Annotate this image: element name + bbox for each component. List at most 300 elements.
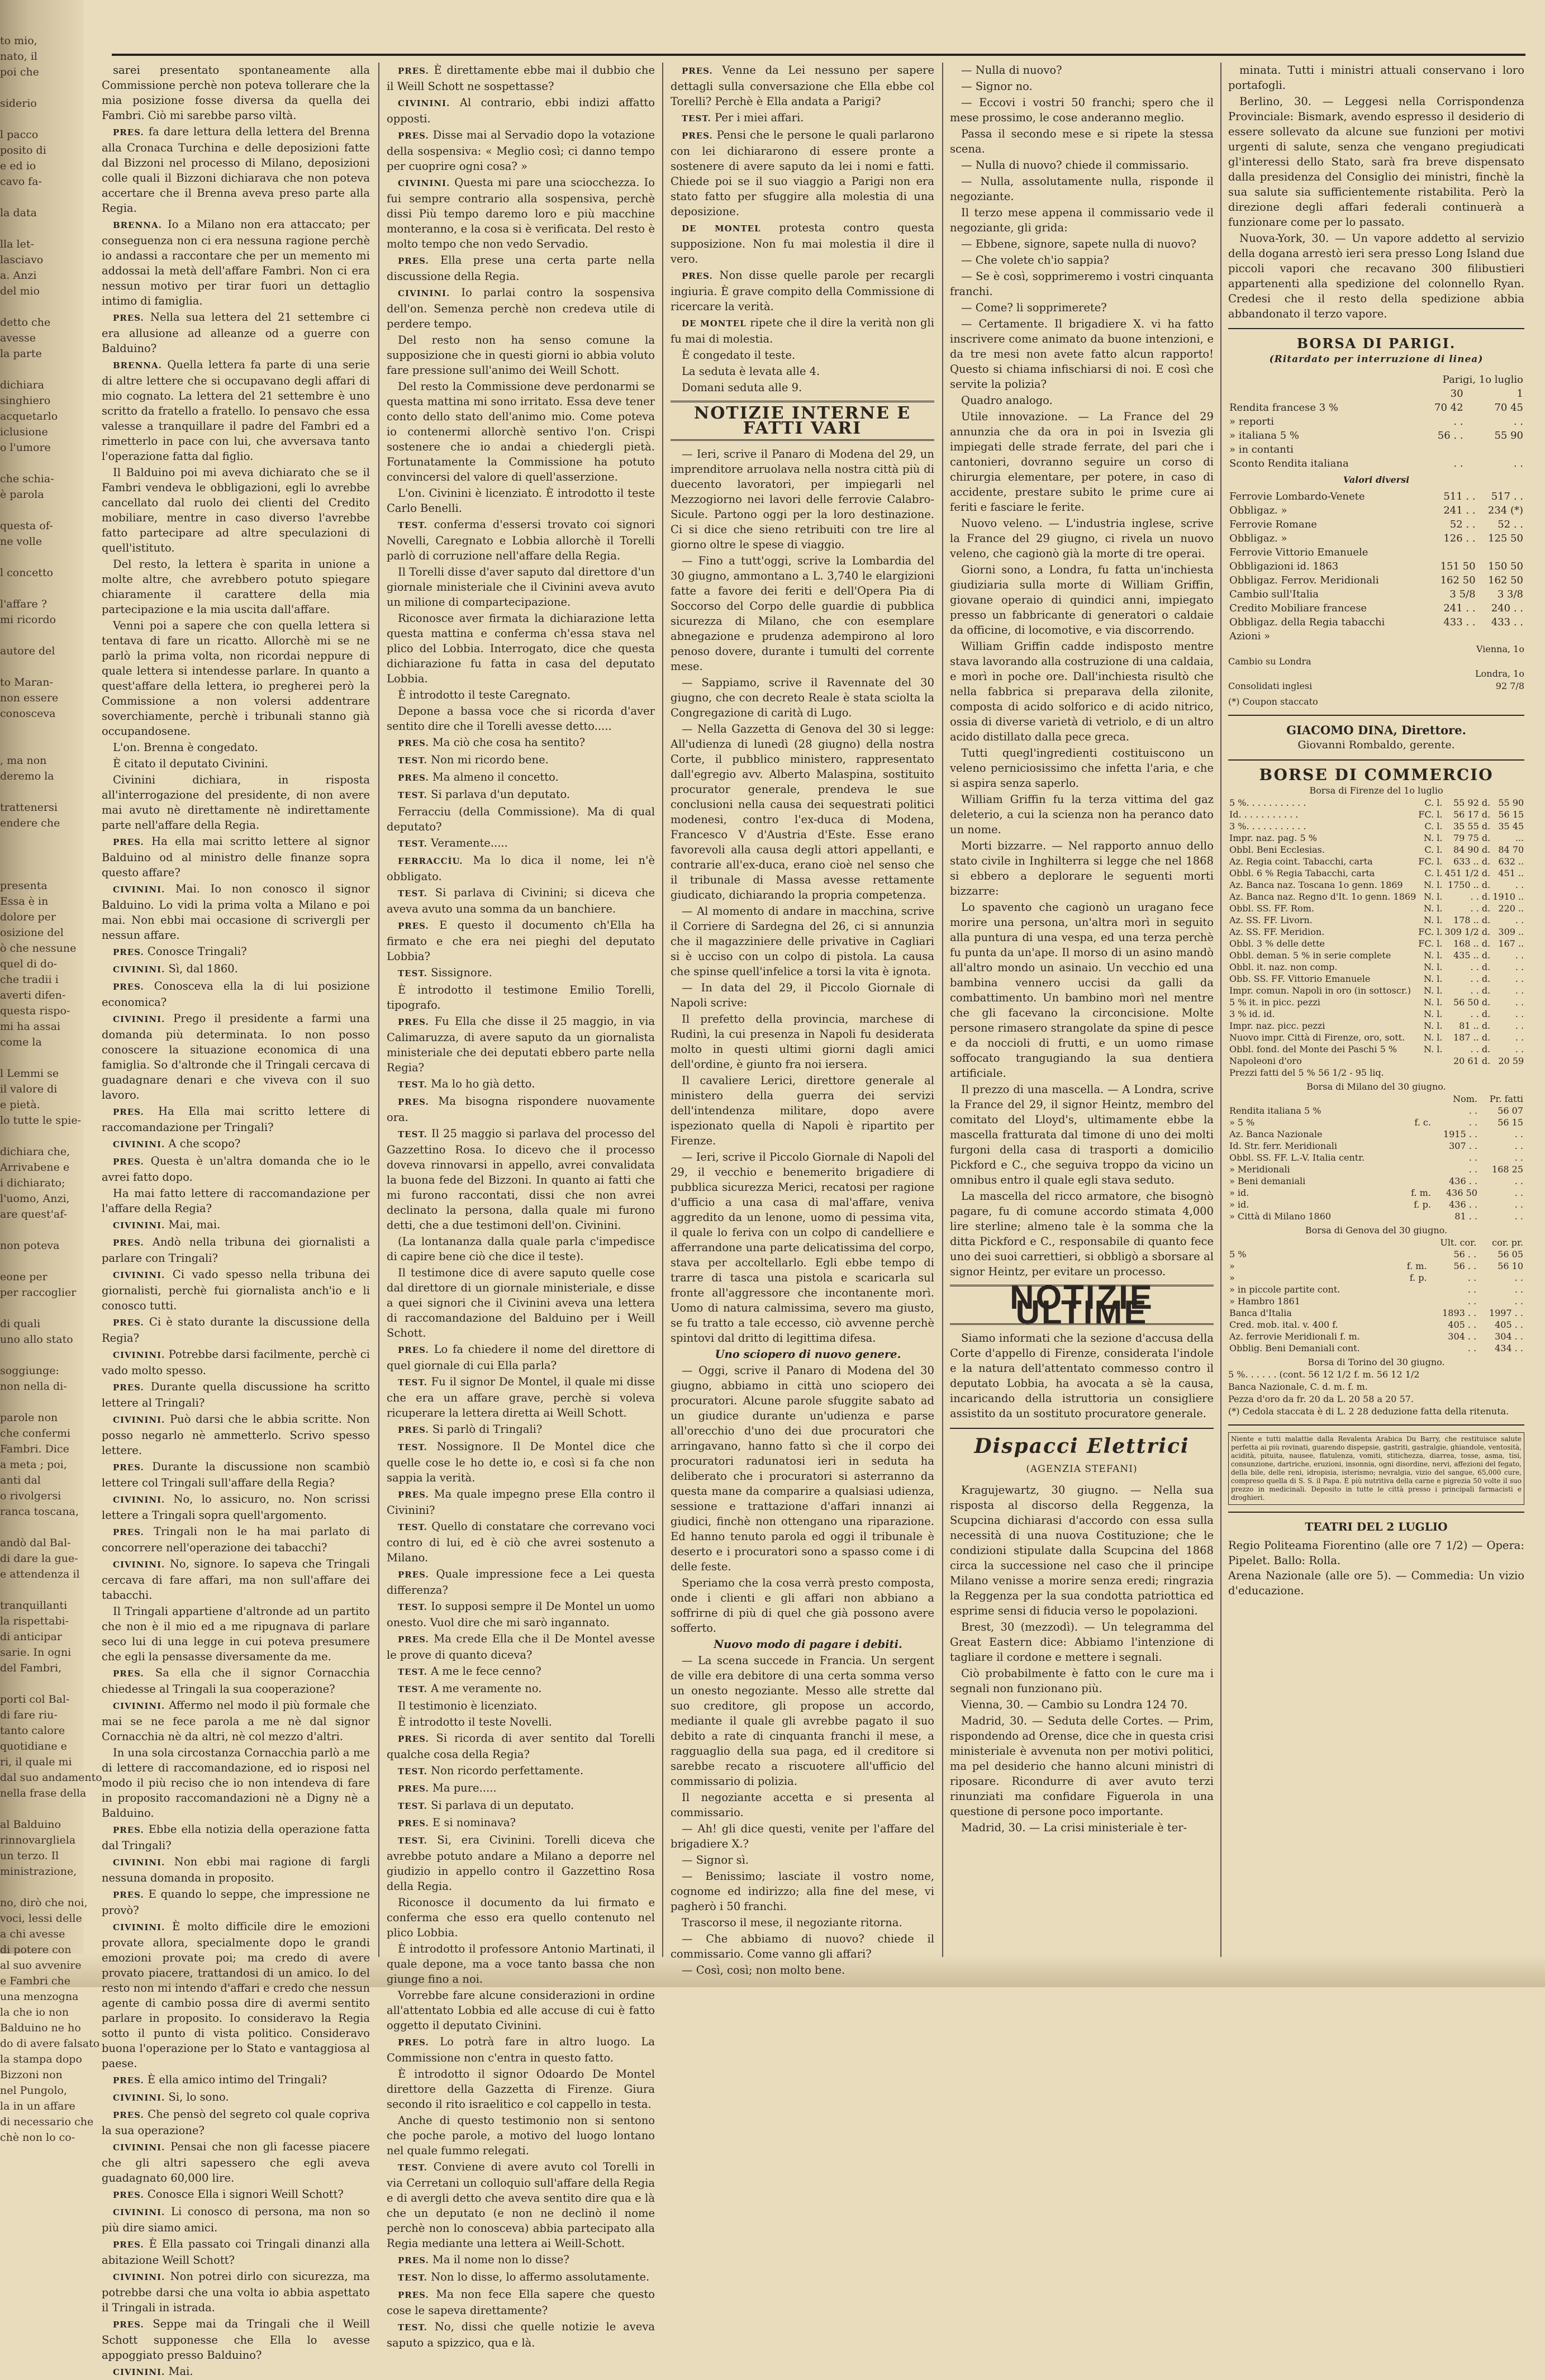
table-cell bbox=[1399, 1307, 1428, 1319]
coupon-note: (*) Coupon staccato bbox=[1228, 696, 1318, 707]
table-header: 30 bbox=[1450, 388, 1463, 400]
fragment-line: il valore di bbox=[0, 1083, 58, 1095]
paragraph: CIVININI. Non ebbi mai ragione di fargli nessuna domanda in proposito. bbox=[102, 1855, 370, 1884]
table-row bbox=[1228, 545, 1524, 559]
fragment-line: are quest'af- bbox=[0, 1208, 68, 1220]
table-cell: Obbligaz. della Regia tabacchi bbox=[1229, 616, 1385, 628]
table-cell: 405 . . bbox=[1495, 1319, 1523, 1330]
paragraph: — Ieri, scrive il Panaro di Modena del 29, un imprenditore arruolava nella nostra città più di duecento lavoratori, per impiegarli nel Mezzogiorno nei lavori delle ferrovie Calabro-Sicule. Partono oggi per la loro destinazione. Ci si dice che sieno retribuiti con tre lire al giorno oltre le spese di viaggio. bbox=[671, 448, 934, 551]
paragraph: CIVININI. Prego il presidente a farmi una domanda più determinata. Io non posso conoscere la situazione economica di una famiglia. So d'altronde che il Tringali cercava di guadagnare denari e che viveva con il suo lavoro. bbox=[102, 1012, 370, 1101]
table-cell: Az. SS. FF. Meridion. bbox=[1229, 927, 1325, 937]
table-row bbox=[1228, 809, 1525, 820]
paragraph: In una sola circostanza Cornacchia parlò a me di lettere di raccomandazione, ed io risposi nel modo il più reciso che io non intendeva di fare in proposito raccomandazioni nè a Digny nè a Balduino. bbox=[102, 1746, 370, 1820]
table-cell: . . bbox=[1514, 1211, 1523, 1222]
table-cell: 178 .. d. bbox=[1453, 915, 1491, 925]
fragment-line bbox=[0, 832, 78, 847]
fragment-line: del mio bbox=[0, 285, 40, 297]
paragraph: Il terzo mese appena il commissario vede il negoziante, gli grida: bbox=[950, 206, 1214, 234]
table-cell: 162 50 bbox=[1488, 574, 1523, 586]
paragraph: — Signor sì. bbox=[682, 1854, 749, 1866]
table-cell bbox=[1477, 545, 1524, 559]
table-cell: Az. SS. FF. Livorn. bbox=[1229, 915, 1313, 925]
table-cell: . . bbox=[1514, 1199, 1523, 1210]
paragraph: Nuovo veleno. — L'industria inglese, scrive la France del 29 giugno, ci rivela un nuovo veleno, che cagionò già la morte di tre operai. bbox=[950, 517, 1214, 560]
table-cell: FC. l. bbox=[1418, 856, 1443, 867]
fragment-line: lla let- bbox=[0, 238, 34, 250]
paragraph: TEST. Il 25 maggio si parlava del processo del Gazzettino Rosa. Io dicevo che il processo doveva rinnovarsi in appello, avrei convalidata la buona fede del Bizzoni. In quanto ai fatti che mi furono raccontati, dissi che non avrei declinato la persona, dalla quale mi furono detti, che a due testimoni dell'on. Civinini. bbox=[387, 1127, 655, 1232]
table-cell bbox=[1404, 443, 1464, 457]
paragraph: Speriamo che la cosa verrà presto composta, onde i clienti e gli affari non abbiano a soffrirne di più di quel che già possono avere sofferto. bbox=[671, 1576, 934, 1635]
paragraph: CIVININI. No, signore. Io sapeva che Tringali cercava di fare affari, ma non sull'affare dei tabacchi. bbox=[102, 1557, 370, 1602]
fragment-line: to mio, bbox=[0, 35, 37, 47]
table-cell: 433 . . bbox=[1491, 616, 1523, 628]
table-row bbox=[1228, 961, 1525, 973]
table-row bbox=[1228, 1117, 1524, 1128]
fragment-line bbox=[0, 1395, 78, 1410]
paragraph: PRES. Quale impressione fece a Lei questa differenza? bbox=[387, 1567, 655, 1597]
torino-line: Banca Nazionale, C. d. m. f. m. bbox=[1228, 1381, 1368, 1392]
table-cell: » bbox=[1229, 1261, 1235, 1271]
torino-line: Pezza d'oro da fr. 20 da L. 20 58 a 20 57. bbox=[1228, 1394, 1414, 1404]
table-cell: Rendita italiana 5 % bbox=[1229, 1105, 1321, 1116]
table-cell: Obbl. SS. FF. L.-V. Italia centr. bbox=[1229, 1152, 1365, 1163]
table-cell bbox=[1429, 545, 1476, 559]
table-row bbox=[1228, 615, 1524, 629]
table-cell: Nuovo impr. Città di Firenze, oro, sott. bbox=[1229, 1032, 1405, 1043]
paragraph: Venni poi a sapere che con quella lettera si tentava di fare un ricatto. Allorchè mi se ne parlò la prima volta, non ricordai neppure di quale lettera si intendesse parlare. In quanto a quest'affare della lettera, io pregherei però la Commissione a non volersi addentrare soverchiamente, perchè i tribunali stanno già occupandosene. bbox=[102, 619, 370, 738]
paragraph: — Benissimo; lasciate il vostro nome, cognome ed indirizzo; alla fine del mese, vi pagherò i 50 franchi. bbox=[671, 1870, 934, 1913]
table-header: 1 bbox=[1517, 388, 1523, 400]
subheading-sciopero: Uno sciopero di nuovo genere. bbox=[715, 1348, 901, 1361]
paragraph: PRES. Ha ella mai scritto lettere al signor Balduino od al ministro delle finanze sopra questo affare? bbox=[102, 835, 370, 879]
fragment-line: avesse bbox=[0, 332, 36, 344]
table-cell bbox=[1404, 1152, 1432, 1163]
table-cell: 434 . . bbox=[1495, 1343, 1523, 1353]
table-cell: . . bbox=[1515, 950, 1524, 961]
paragraph: CIVININI. Sì, dal 1860. bbox=[113, 962, 238, 975]
table-cell: Obb. SS. FF. Vittorio Emanuele bbox=[1229, 973, 1371, 984]
table-cell bbox=[1404, 1163, 1432, 1175]
paragraph: Domani seduta alle 9. bbox=[682, 381, 802, 394]
fragment-line: ne volle bbox=[0, 535, 42, 548]
valori-table bbox=[1228, 490, 1524, 643]
table-cell: N. l. bbox=[1424, 891, 1443, 902]
fragment-line bbox=[0, 1301, 78, 1317]
table-row bbox=[1228, 1055, 1525, 1067]
table-cell bbox=[1228, 373, 1404, 387]
table-cell: 3 %. . . . . . . . . . . bbox=[1229, 821, 1306, 832]
table-cell: 56 . . bbox=[1437, 430, 1463, 441]
table-cell: 633 .. d. bbox=[1453, 856, 1491, 867]
table-row bbox=[1228, 985, 1525, 996]
table-cell: . . bbox=[1515, 1020, 1524, 1031]
fragment-line: averti difen- bbox=[0, 989, 66, 1001]
paragraph: Vorrebbe fare alcune considerazioni in ordine all'attentato Lobbia ed alle accuse di cui è fatto oggetto il deputato Civinini. bbox=[387, 1989, 655, 2032]
paragraph: Lo spavento che cagionò un uragano fece morire una persona, un'altra morì in seguito alla puntura di una vespa, ed una terza perchè fu punta da un'ape. Il morso di un asino mandò all'altro mondo un asinaio. Un vecchio ed una bambina vennero uccisi da galli da combattimento. Un bambino morì nel mentre che gli facevano la circoncisione. Molte persone rimasero strangolate da spine di pesce e da noccioli di frutti, e un uomo rimase soffocato trangugiando la sua dentiera artificiale. bbox=[950, 901, 1214, 1080]
table-cell: . . bbox=[1515, 1032, 1524, 1043]
paragraph: PRES. Ma quale impegno prese Ella contro il Civinini? bbox=[387, 1488, 655, 1517]
fragment-line: l'affare ? bbox=[0, 598, 47, 610]
paragraph: BRENNA. Io a Milano non era attaccato; per conseguenza non ci era nessuna ragione perchè io andassi a raccontare che per un memento mi addossai la metà dell'affare Fambri. Non ci era nessun motivo per tirar fuori un dettaglio intimo di famiglia. bbox=[102, 218, 370, 307]
paragraph: — Così, così; non molto bene. bbox=[682, 1964, 845, 1977]
paragraph: PRES. Durante quella discussione ha scritto lettere al Tringali? bbox=[102, 1380, 370, 1409]
fragment-line: la data bbox=[0, 207, 37, 219]
paragraph: PRES. Ci è stato durante la discussione della Regia? bbox=[102, 1315, 370, 1345]
paragraph: TEST. Nossignore. Il De Montel dice che quelle cose le ho dette io, e così si fa che non sappia la verità. bbox=[387, 1440, 655, 1484]
fragment-line: porti col Bal- bbox=[0, 1693, 70, 1706]
paragraph: PRES. Ma il nome non lo disse? bbox=[398, 2253, 569, 2266]
table-row bbox=[1228, 1152, 1524, 1163]
fragment-line: che schia- bbox=[0, 473, 54, 485]
paragraph: CIVININI. Non potrei dirlo con sicurezza, ma potrebbe darsi che una volta io abbia aspettato il Tringali in istrada. bbox=[102, 2270, 370, 2314]
table-row bbox=[1228, 1163, 1524, 1175]
advertisement: Niente e tutti malattie dalla Revalenta Arabica Du Barry, che restituisce salute perfetta ai più rovinati, guarendo dispepsie, gastriti, gastralgie, ghiandole, ventosità, acidità, pituita, nausee, flatulenza, vomiti, stitichezza, diarrea, tosse, asma, tisi, consunzione, dartriche, eruzioni, insonnia, ogni disordine, nervi, affezioni del fegato, della bile, delle reni, idropisia, isterismo; nevralgia, vizio del sangue, 65,000 cure, compreso quella di S. S. il Papa. È più nutritiva della carne e pigrezia 50 volte il suo prezzo in medicinali. Deposito in tutte le città presso i principali farmacisti e droghieri. bbox=[1228, 1432, 1524, 1505]
table-cell: 79 75 d. bbox=[1453, 833, 1491, 843]
table-cell: . . bbox=[1515, 985, 1524, 996]
fragment-line bbox=[0, 1254, 78, 1270]
table-row bbox=[1228, 1067, 1525, 1079]
table-row bbox=[1228, 490, 1524, 503]
fragment-line: deremo la bbox=[0, 770, 54, 782]
table-cell: . . d. bbox=[1470, 985, 1491, 996]
table-cell: 187 .. d. bbox=[1453, 1032, 1491, 1043]
paragraph: TEST. Per i miei affari. bbox=[682, 111, 804, 124]
paragraph: PRES. Ella prese una certa parte nella discussione della Regia. bbox=[387, 254, 655, 283]
fragment-line bbox=[0, 80, 78, 96]
table-cell: N. l. bbox=[1424, 985, 1443, 996]
table-cell: » 5 % bbox=[1229, 1117, 1255, 1128]
table-cell: FC. l. bbox=[1418, 938, 1443, 949]
table-cell: . . bbox=[1467, 1272, 1477, 1283]
table-cell: N. l. bbox=[1424, 915, 1443, 925]
table-cell: f. c. bbox=[1414, 1117, 1431, 1128]
paragraph: Siamo informati che la sezione d'accusa della Corte d'appello di Firenze, considerata l'indole e la natura dell'attentato commesso contro il deputato Lobbia, ha avocata a sè la causa, incaricando della istruttoria un consigliere assistito da un sostituto procuratore generale. bbox=[950, 1332, 1214, 1420]
fragment-line: parole non bbox=[0, 1412, 58, 1424]
fragment-line: l pacco bbox=[0, 129, 39, 141]
paragraph: TEST. Io supposi sempre il De Montel un uomo onesto. Vuol dire che mi sarò ingannato. bbox=[387, 1600, 655, 1629]
table-cell: Impr. naz. pag. 5 % bbox=[1229, 833, 1317, 843]
paragraph: TEST. Veramente..... bbox=[398, 837, 508, 849]
paragraph: È introdotto il testimone Emilio Torelli, tipografo. bbox=[387, 984, 655, 1011]
table-header: cor. pr. bbox=[1492, 1237, 1523, 1248]
table-cell: Sconto Rendita italiana bbox=[1229, 458, 1349, 469]
paragraph: CIVININI. Si, lo sono. bbox=[113, 2091, 229, 2103]
fragment-line: di necessario che bbox=[0, 2116, 94, 2128]
paragraph: — Fino a tutt'oggi, scrive la Lombardia del 30 giugno, ammontano a L. 3,740 le elargizioni fatte a favore dei feriti e dell'Opera Pia di Soccorso del Corpo delle guardie di pubblica sicurezza di Milano, che con esemplare abnegazione e prudenza adempirono al loro penoso dovere, durante i tumulti del corrente mese. bbox=[671, 554, 934, 673]
paragraph: PRES. E si nominava? bbox=[398, 1816, 516, 1829]
table-cell: . . bbox=[1515, 880, 1524, 890]
table-cell bbox=[1417, 1055, 1443, 1067]
table-row bbox=[1228, 891, 1525, 902]
table-row bbox=[1228, 867, 1525, 879]
table-row bbox=[1228, 1175, 1524, 1187]
column-5 bbox=[1228, 63, 1524, 1963]
table-cell: Impr. naz. picc. pezzi bbox=[1229, 1020, 1325, 1031]
table-row bbox=[1228, 1295, 1524, 1307]
fragment-line bbox=[0, 847, 78, 863]
table-row bbox=[1228, 1319, 1524, 1331]
table-cell: FC. l. bbox=[1418, 809, 1443, 820]
table-cell: 162 50 bbox=[1440, 574, 1476, 586]
paragraph: CIVININI. No, lo assicuro, no. Non scrissi lettere a Tringali sopra quell'argomento. bbox=[102, 1493, 370, 1522]
fragment-line: no, dirò che noi, bbox=[0, 1897, 88, 1909]
paragraph: Riconosce aver firmata la dichiarazione letta questa mattina e conferma ch'essa stava nel plico del Lobbia. Interrogato, dice che questa dichiarazione fu fatta in casa del deputato Lobbia. bbox=[387, 612, 655, 685]
table-row bbox=[1228, 797, 1525, 809]
vienna-line: Vienna, 1o bbox=[1476, 644, 1524, 654]
fragment-line: per raccoglier bbox=[0, 1286, 77, 1299]
table-row bbox=[1228, 1043, 1525, 1055]
table-row bbox=[1228, 1272, 1524, 1284]
paragraph: CIVININI. Può darsi che le abbia scritte. Non posso negarlo nè ammetterlo. Scrivo spesso lettere. bbox=[102, 1413, 370, 1457]
table-cell: 81 . . bbox=[1454, 1211, 1477, 1222]
previous-page-fragment bbox=[0, 34, 102, 2146]
table-cell: 241 . . bbox=[1443, 602, 1476, 614]
table-row bbox=[1228, 1284, 1524, 1295]
divider bbox=[1228, 1512, 1524, 1513]
paragraph: Del resto non ha senso comune la supposizione che in questi giorni io abbia voluto fare pressione sull'animo dei Weill Schott. bbox=[387, 334, 655, 377]
table-cell: 309 1/2 d. bbox=[1444, 927, 1491, 937]
table-cell: 1997 . . bbox=[1489, 1308, 1523, 1318]
table-cell: 52 . . bbox=[1449, 519, 1476, 530]
fragment-line: o rivolgersi bbox=[0, 1490, 61, 1502]
paragraph: L'on. Civinini è licenziato. È introdotto il teste Carlo Benelli. bbox=[387, 487, 655, 515]
paragraph: DE MONTEL protesta contro questa supposizione. Non fu mai molestia il dire il vero. bbox=[671, 221, 935, 265]
table-row bbox=[1228, 820, 1525, 832]
fragment-line bbox=[0, 456, 78, 472]
fragment-line: del Fambri, bbox=[0, 1662, 62, 1674]
table-cell: » Meridionali bbox=[1229, 1164, 1290, 1175]
table-cell: Obbligaz. Ferrov. Meridionali bbox=[1229, 574, 1379, 586]
paragraph: TEST. Si parlava di Civinini; si diceva che aveva avuto una somma da un banchiere. bbox=[387, 886, 655, 915]
table-cell: N. l. bbox=[1424, 1044, 1443, 1054]
paragraph: TEST. Non ricordo perfettamente. bbox=[398, 1764, 584, 1777]
fragment-line: , ma non bbox=[0, 754, 47, 767]
table-cell: Ferrovie Lombardo-Venete bbox=[1229, 491, 1365, 502]
fragment-line: che confermi bbox=[0, 1427, 70, 1440]
table-row bbox=[1228, 1128, 1524, 1140]
table-cell bbox=[1404, 1140, 1432, 1152]
table-cell: Obbl. 3 % delle dette bbox=[1229, 938, 1325, 949]
table-cell: N. l. bbox=[1424, 880, 1443, 890]
table-cell: Az. Banca naz. Regno d'It. 1o genn. 1869 bbox=[1229, 891, 1416, 902]
paragraph: Civinini dichiara, in risposta all'interrogazione del presidente, di non avere mai avuto nè direttamente nè indirettamente parte nell'affare della Regia. bbox=[102, 773, 370, 832]
paragraph: Il Balduino poi mi aveva dichiarato che se il Fambri vendeva le obbligazioni, egli lo avrebbe cancellato dal ruolo dei clienti del Credito mobiliare, mentre in caso diverso l'avrebbe fatto partecipare ad altre speculazioni di quell'istituto. bbox=[102, 466, 370, 554]
table-row bbox=[1228, 1342, 1524, 1354]
table-cell: . . d. bbox=[1470, 973, 1491, 984]
fragment-line bbox=[0, 550, 78, 566]
table-cell: » Hambro 1861 bbox=[1229, 1296, 1300, 1307]
paragraph: PRES. Non disse quelle parole per recargli ingiuria. È grave compito della Commissione di ricercare la verità. bbox=[671, 269, 934, 313]
table-cell: ... bbox=[1515, 833, 1524, 843]
table-cell: 81 .. d. bbox=[1459, 1020, 1491, 1031]
paragraph: TEST. Quello di constatare che correvano voci contro di lui, ed è ciò che avrei sostenuto a Milano. bbox=[387, 1520, 655, 1564]
gerente: Giovanni Rombaldo, gerente. bbox=[1297, 739, 1455, 751]
table-cell: 1750 .. d. bbox=[1447, 880, 1491, 890]
table-cell: . . d. bbox=[1470, 1044, 1491, 1054]
fragment-line: non essere bbox=[0, 692, 59, 704]
table-cell: 405 . . bbox=[1448, 1319, 1477, 1330]
paragraph: CIVININI. Potrebbe darsi facilmente, perchè ci vado molto spesso. bbox=[102, 1348, 370, 1377]
column-2 bbox=[387, 63, 655, 2349]
table-cell: . . bbox=[1515, 997, 1524, 1008]
table-cell: 304 . . bbox=[1448, 1331, 1477, 1342]
paragraph: Ciò probabilmente è fatto con le cure ma i segnali non funzionano più. bbox=[950, 1667, 1214, 1695]
table-cell: Prezzi fatti del 5 % 56 1/2 - 95 liq. bbox=[1229, 1067, 1384, 1078]
table-cell: . . bbox=[1467, 1284, 1477, 1295]
londra-line: Londra, 1o bbox=[1475, 668, 1524, 679]
table-cell: Obbl. deman. 5 % in serie complete bbox=[1229, 950, 1391, 961]
table-row bbox=[1228, 1187, 1524, 1199]
table-cell bbox=[1477, 629, 1524, 643]
fragment-line: cavo fa- bbox=[0, 175, 42, 188]
fragment-line: l'uomo, Anzi, bbox=[0, 1193, 70, 1205]
fragment-line: Balduino ne ho bbox=[0, 2022, 81, 2034]
paragraph: sarei presentato spontaneamente alla Commissione perchè non poteva tollerare che la mia posizione fosse diversa da quella dei Fambri. Ciò mi sarebbe parso viltà. bbox=[102, 64, 370, 122]
fragment-line: autore del bbox=[0, 645, 55, 657]
column-rule-4 bbox=[1220, 63, 1221, 1957]
table-cell: 304 . . bbox=[1495, 1331, 1523, 1342]
table-cell: N. l. bbox=[1424, 903, 1443, 914]
fragment-line: Bizzoni non bbox=[0, 2069, 63, 2081]
paragraph: TEST. Fu il signor De Montel, il quale mi disse che era un affare grave, perchè si voleva ricuperare la lettera diretta ai Weill Schott. bbox=[387, 1375, 655, 1419]
section-heading-dispacci: Dispacci Elettrici bbox=[974, 1434, 1190, 1458]
fragment-line: che tradii i bbox=[0, 973, 59, 986]
fragment-line: lasciavo bbox=[0, 254, 44, 266]
table-cell: 1910 .. bbox=[1492, 891, 1524, 902]
table-cell bbox=[1465, 443, 1524, 457]
paragraph: — Che abbiamo di nuovo? chiede il commissario. Come vanno gli affari? bbox=[671, 1932, 934, 1960]
borsa-parigi-subtitle: (Ritardato per interruzione di linea) bbox=[1269, 354, 1484, 365]
paragraph: La seduta è levata alle 4. bbox=[682, 365, 820, 378]
table-cell: . . bbox=[1467, 1343, 1477, 1353]
table-row bbox=[1228, 856, 1525, 867]
table-cell: 632 .. bbox=[1498, 856, 1524, 867]
fragment-line: al suo avvenire bbox=[0, 1959, 82, 1972]
paragraph: CIVININI. Li conosco di persona, ma non so più dire siamo amici. bbox=[102, 2205, 370, 2234]
paragraph: L'on. Brenna è congedato. bbox=[113, 741, 258, 754]
fragment-line: sarie. In ogni bbox=[0, 1646, 72, 1659]
table-row bbox=[1228, 902, 1525, 914]
table-cell bbox=[1228, 1093, 1404, 1105]
table-cell: 220 .. bbox=[1498, 903, 1524, 914]
paragraph: William Griffin fu la terza vittima del gaz deleterio, a cui la scienza non ha peranco dato un nome. bbox=[950, 793, 1214, 836]
table-cell: 517 . . bbox=[1491, 491, 1523, 502]
table-cell: Azioni » bbox=[1229, 630, 1271, 642]
table-cell: 70 45 bbox=[1494, 402, 1523, 414]
column-3 bbox=[671, 63, 935, 1977]
paragraph: PRES. Conosce Ella i signori Weill Schott? bbox=[113, 2188, 344, 2201]
table-cell: Az. Banca Nazionale bbox=[1229, 1129, 1323, 1139]
fragment-line: dal suo andamento bbox=[0, 1771, 102, 1784]
fragment-line: dichiara che, bbox=[0, 1146, 70, 1158]
fragment-line bbox=[0, 300, 78, 315]
table-cell: N. l. bbox=[1424, 973, 1443, 984]
paragraph: PRES. Che pensò del segreto col quale copriva la sua operazione? bbox=[102, 2108, 370, 2137]
paragraph: Kragujewartz, 30 giugno. — Nella sua risposta al discorso della Reggenza, la Scupcina dichiarasi d'accordo con essa sulla necessità di una nuova Costituzione; che le condizioni stipulate dalla Scupcina del 1868 circa la successione nel caso che il principe Milano venisse a morire senza eredi; ringrazia la Reggenza per la sua condotta patriottica ed esprime sensi di fiducia verso le popolazioni. bbox=[950, 1484, 1214, 1617]
table-cell: Ferrovie Vittorio Emanuele bbox=[1229, 547, 1368, 558]
fragment-line: ranca toscana, bbox=[0, 1505, 79, 1518]
table-cell: C. l. bbox=[1424, 844, 1443, 855]
table-cell: . . bbox=[1468, 1117, 1477, 1128]
fragment-line bbox=[0, 1520, 78, 1536]
paragraph: PRES. Andò nella tribuna dei giornalisti a parlare con Tringali? bbox=[102, 1236, 370, 1265]
fragment-line: tranquillanti bbox=[0, 1599, 68, 1612]
fragment-line: un terzo. Il bbox=[0, 1850, 59, 1862]
table-row bbox=[1228, 926, 1525, 938]
table-cell: . . bbox=[1515, 1009, 1524, 1019]
fragment-line: la parte bbox=[0, 348, 42, 360]
table-cell: . . bbox=[1515, 973, 1524, 984]
table-cell: . . bbox=[1513, 416, 1523, 427]
fragment-line: tanto calore bbox=[0, 1725, 65, 1737]
table-cell bbox=[1399, 1237, 1428, 1248]
divider bbox=[1228, 1424, 1524, 1426]
subheading-pagare-debiti: Nuovo modo di pagare i debiti. bbox=[714, 1638, 902, 1651]
table-cell: 35 55 d. bbox=[1453, 821, 1491, 832]
table-cell: f. m. bbox=[1406, 1261, 1427, 1271]
fragment-line: soggiunge: bbox=[0, 1365, 59, 1377]
table-cell: 5 %. . . . . . . . . . . bbox=[1229, 797, 1306, 808]
paragraph: BRENNA. Quella lettera fa parte di una serie di altre lettere che si occupavano degli affari di mio cognato. La lettera del 21 settembre è uno scritto da fratello a fratello. Io pensavo che essa valesse a tranquillare il padre del Fambri ed a rimetterlo in pace con lui, che avversava tanto l'operazione fatta dal figlio. bbox=[102, 358, 370, 463]
paragraph: Nuova-York, 30. — Un vapore addetto al servizio della dogana arrestò ieri sera presso Long Island due piccoli vapori che recavano 300 filibustieri appartenenti alla spedizione del colonnello Ryan. Credesi che il resto della spedizione abbia abbandonato il terzo vapore. bbox=[1228, 232, 1524, 320]
table-cell: 3 3/8 bbox=[1497, 588, 1523, 600]
table-row bbox=[1228, 429, 1524, 443]
table-cell: 55 90 bbox=[1498, 797, 1524, 808]
table-row bbox=[1228, 1105, 1524, 1117]
fragment-line: i dichiarato; bbox=[0, 1177, 65, 1189]
fragment-line: e ed io bbox=[0, 160, 36, 172]
table-cell: 451 .. bbox=[1498, 868, 1524, 878]
table-cell: . . bbox=[1514, 1141, 1523, 1151]
table-cell: . . d. bbox=[1470, 891, 1491, 902]
table-cell: 20 61 d. bbox=[1453, 1056, 1491, 1066]
table-cell: Obbligaz. » bbox=[1229, 505, 1287, 516]
firenze-table bbox=[1228, 797, 1525, 1079]
section-heading-notizie-interne: NOTIZIE INTERNE E FATTI VARI bbox=[671, 401, 934, 441]
borsa-parigi-title: BORSA DI PARIGI. bbox=[1296, 335, 1456, 351]
table-cell: 435 .. d. bbox=[1453, 950, 1491, 961]
table-cell: 84 70 bbox=[1498, 844, 1524, 855]
table-header: Nom. bbox=[1453, 1094, 1477, 1104]
table-cell: 436 . . bbox=[1449, 1199, 1477, 1210]
fragment-line: è parola bbox=[0, 488, 44, 501]
fragment-line: l concetto bbox=[0, 567, 54, 579]
paragraph: TEST. A me veramente no. bbox=[398, 1682, 542, 1695]
table-row bbox=[1228, 832, 1525, 844]
table-cell: 55 92 d. bbox=[1453, 797, 1491, 808]
table-cell: 56 . . bbox=[1453, 1249, 1477, 1260]
table-cell: 5 % bbox=[1229, 1249, 1247, 1260]
table-cell: 70 42 bbox=[1434, 402, 1463, 414]
fragment-line: presenta bbox=[0, 880, 47, 892]
table-cell: 55 90 bbox=[1494, 430, 1523, 441]
fragment-line: Arrivabene e bbox=[0, 1161, 70, 1174]
table-cell bbox=[1399, 1331, 1428, 1342]
fragment-line: Fambri. Dice bbox=[0, 1443, 69, 1455]
fragment-line bbox=[0, 1880, 78, 1896]
paragraph: PRES. Tringali non le ha mai parlato di concorrere nell'operazione dei tabacchi? bbox=[102, 1525, 370, 1554]
table-cell: Napoleoni d'oro bbox=[1229, 1056, 1302, 1066]
fragment-line: quel di do- bbox=[0, 958, 58, 970]
table-row bbox=[1228, 601, 1524, 615]
paragraph: Il prezzo di una mascella. — A Londra, scrive la France del 29, il signor Heintz, membro del comitato del Lloyd's, ultimamente ebbe la mascella fratturata dal timone di uno dei molti furgoni della casa di trasporti a domicilio Pickford e C., che seguiva troppo da vicino un omnibus entro il quale egli stava seduto. bbox=[950, 1083, 1214, 1186]
table-cell: 168 .. d. bbox=[1453, 938, 1491, 949]
fragment-line: lo tutte le spie- bbox=[0, 1114, 81, 1127]
paragraph: PRES. Lo potrà fare in altro luogo. La Commissione non c'entra in questo fatto. bbox=[387, 2035, 655, 2064]
paragraph: Ha mai fatto lettere di raccomandazione per l'affare della Regia? bbox=[102, 1187, 370, 1215]
table-cell: 56 50 d. bbox=[1453, 997, 1491, 1008]
table-cell: 240 . . bbox=[1491, 602, 1523, 614]
